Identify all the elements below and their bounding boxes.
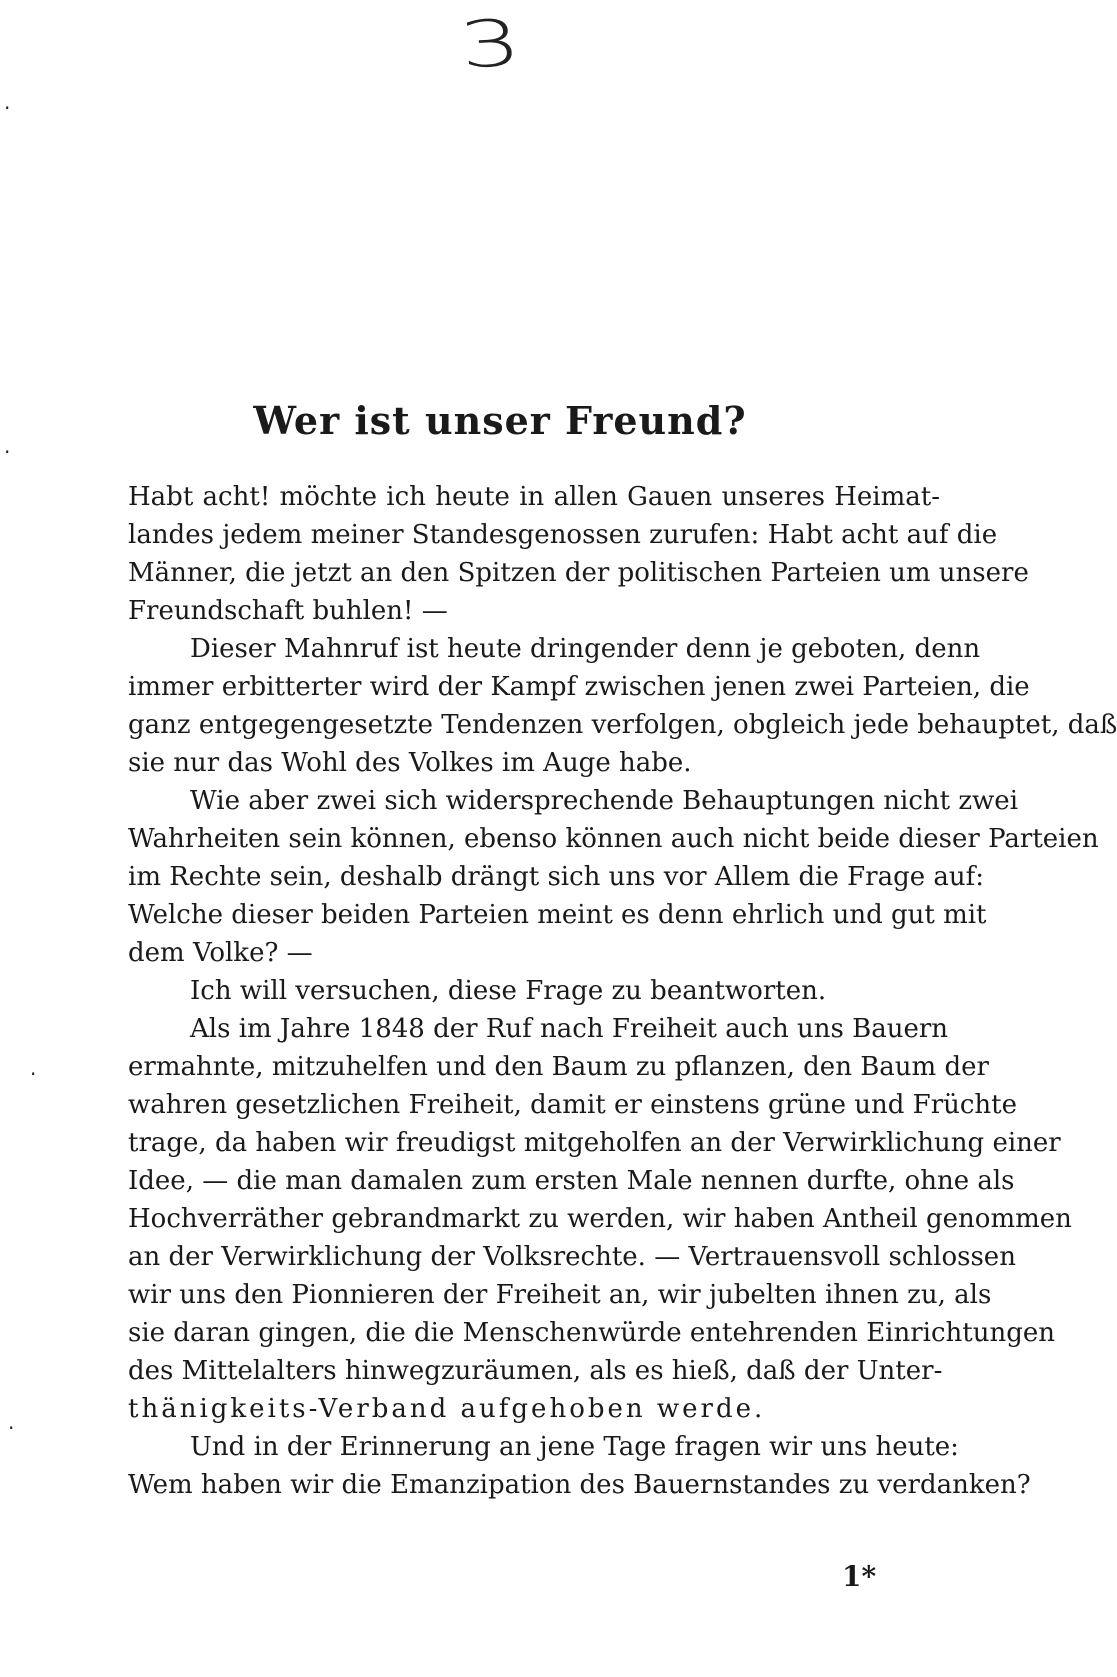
text-line: Wie aber zwei sich widersprechende Behauptungen nicht zwei <box>190 786 1019 816</box>
text-line: sie nur das Wohl des Volkes im Auge habe. <box>128 748 692 778</box>
text-line: Wem haben wir die Emanzipation des Bauernstandes zu verdanken? <box>128 1470 1031 1500</box>
margin-mark: · <box>8 1416 15 1440</box>
text-line: Männer, die jetzt an den Spitzen der politischen Parteien um unsere <box>128 558 1029 588</box>
text-line: Als im Jahre 1848 der Ruf nach Freiheit auch uns Bauern <box>190 1014 949 1044</box>
text-line: immer erbitterter wird der Kampf zwischen jenen zwei Parteien, die <box>128 672 1030 702</box>
text-line: Welche dieser beiden Parteien meint es denn ehrlich und gut mit <box>128 900 987 930</box>
margin-mark: · <box>4 440 11 464</box>
text-line: Idee, — die man damalen zum ersten Male nennen durfte, ohne als <box>128 1166 1015 1196</box>
text-line: Ich will versuchen, diese Frage zu beantworten. <box>190 976 827 1006</box>
text-line: trage, da haben wir freudigst mitgeholfen an der Verwirklichung einer <box>128 1128 1061 1158</box>
text-line: Dieser Mahnruf ist heute dringender denn je geboten, denn <box>190 634 981 664</box>
text-line: wir uns den Pionnieren der Freiheit an, wir jubelten ihnen zu, als <box>128 1280 992 1310</box>
text-line: Habt acht! möchte ich heute in allen Gauen unseres Heimat- <box>128 482 940 512</box>
text-line: sie daran gingen, die die Menschenwürde entehrenden Einrichtungen <box>128 1318 1055 1348</box>
text-line: landes jedem meiner Standesgenossen zurufen: Habt acht auf die <box>128 520 998 550</box>
text-line: an der Verwirklichung der Volksrechte. — Vertrauensvoll schlossen <box>128 1242 1016 1272</box>
signature-mark: 1* <box>842 1560 877 1593</box>
text-line: im Rechte sein, deshalb drängt sich uns vor Allem die Frage auf: <box>128 862 985 892</box>
text-line: Freundschaft buhlen! — <box>128 596 448 626</box>
text-line: ganz entgegengesetzte Tendenzen verfolgen, obgleich jede behauptet, daß <box>128 710 1117 740</box>
text-line: ermahnte, mitzuhelfen und den Baum zu pflanzen, den Baum der <box>128 1052 989 1082</box>
text-line: Wahrheiten sein können, ebenso können auch nicht beide dieser Parteien <box>128 824 1099 854</box>
handwritten-page-number: 3 <box>456 6 525 84</box>
text-line: wahren gesetzlichen Freiheit, damit er einstens grüne und Früchte <box>128 1090 1018 1120</box>
text-line: dem Volke? — <box>128 938 313 968</box>
text-line: des Mittelalters hinwegzuräumen, als es hieß, daß der Unter- <box>128 1356 943 1386</box>
margin-mark: · <box>30 1062 37 1086</box>
text-line: Und in der Erinnerung an jene Tage fragen wir uns heute: <box>190 1432 959 1462</box>
text-line: Hochverräther gebrandmarkt zu werden, wir haben Antheil genommen <box>128 1204 1072 1234</box>
body-text <box>128 478 1117 1504</box>
page-title: Wer ist unser Freund? <box>253 398 747 443</box>
margin-mark: · <box>4 96 11 120</box>
text-line: thänigkeits-Verband aufgehoben werde. <box>128 1394 766 1424</box>
